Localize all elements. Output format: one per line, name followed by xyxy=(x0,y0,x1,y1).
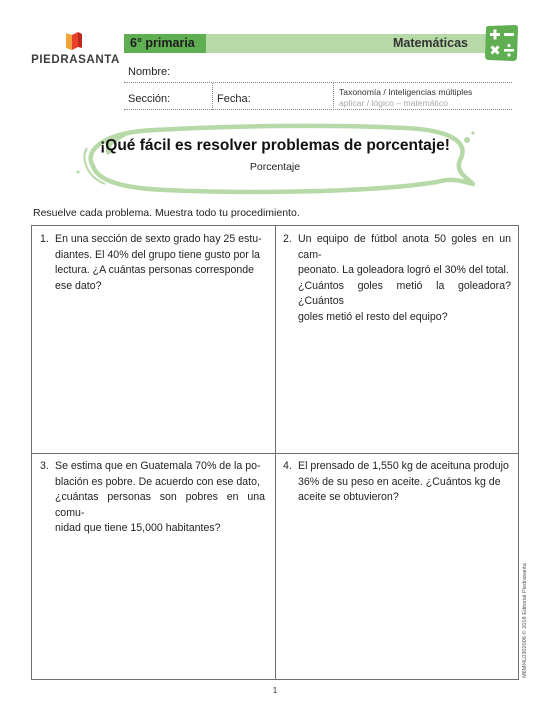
problem-text xyxy=(55,459,265,537)
publisher-logo xyxy=(28,26,123,70)
page-number: 1 xyxy=(272,686,278,695)
problem-text-line: El prensado de 1,550 kg de aceituna produjo xyxy=(298,460,509,472)
title-banner-shape xyxy=(75,120,475,198)
problem-text-line: ¿Cuántos goles metió la goleadora? ¿Cuántos xyxy=(298,279,511,307)
problem-text-line: goles metió el resto del equipo? xyxy=(298,310,448,323)
problem-number: 2. xyxy=(283,233,292,245)
section-label: Sección: xyxy=(128,93,171,105)
copyright-code: M6MI4L0302006 © 2018 Editorial Piedrasanta xyxy=(522,563,528,678)
date-label: Fecha: xyxy=(217,93,251,105)
subject-label: Matemáticas xyxy=(392,36,468,50)
problem-number: 4. xyxy=(283,460,292,472)
divider xyxy=(333,83,334,110)
divider xyxy=(212,83,213,110)
problem-text-line: ¿cuántas personas son pobres en una comu- xyxy=(55,491,265,519)
worksheet-title: ¡Qué fácil es resolver problemas de porcentaje! xyxy=(100,137,450,154)
problem-text xyxy=(298,232,511,325)
problem-text-line: aceite se obtuvieron? xyxy=(298,491,399,503)
grade-label: 6° primaria xyxy=(124,34,206,53)
plus-minus-times-divide-icon xyxy=(484,24,519,62)
problem-text-line: blación es pobre. De acuerdo con ese dato, xyxy=(55,475,260,488)
problem-text-line: ese dato? xyxy=(55,279,102,292)
problem-text xyxy=(55,232,265,294)
taxonomy-label: Taxonomía / Inteligencias múltiples xyxy=(339,87,473,97)
problem-text-line: nidad que tiene 15,000 habitantes? xyxy=(55,522,221,534)
problem-text-line: Un equipo de fútbol anota 50 goles en un cam- xyxy=(298,233,511,261)
problem-text-line: Se estima que en Guatemala 70% de la po- xyxy=(55,460,261,472)
problem-number: 1. xyxy=(40,233,49,245)
problem-text-line: 36% de su peso en aceite. ¿Cuántos kg de xyxy=(298,475,501,488)
problem-text xyxy=(298,459,511,506)
grid-divider-horizontal xyxy=(31,453,519,454)
problem-number: 3. xyxy=(40,460,49,472)
brand-name: PIEDRASANTA xyxy=(31,54,120,66)
worksheet-subtitle: Porcentaje xyxy=(249,161,301,173)
problem-text-line: En una sección de sexto grado hay 25 estu- xyxy=(55,233,262,245)
book-logo-icon xyxy=(63,30,85,52)
section-date-line[interactable] xyxy=(124,109,512,110)
problem-text-line: diantes. El 40% del grupo tiene gusto por la xyxy=(55,248,260,261)
name-label: Nombre: xyxy=(128,66,171,78)
name-line[interactable] xyxy=(124,82,512,83)
instructions-text: Resuelve cada problema. Muestra todo tu procedimiento. xyxy=(33,207,300,219)
problem-text-line: peonato. La goleadora logró el 30% del total. xyxy=(298,264,509,276)
problem-text-line: lectura. ¿A cuántas personas corresponde xyxy=(55,264,255,276)
taxonomy-values: aplicar / lógico – matemático xyxy=(339,98,448,108)
